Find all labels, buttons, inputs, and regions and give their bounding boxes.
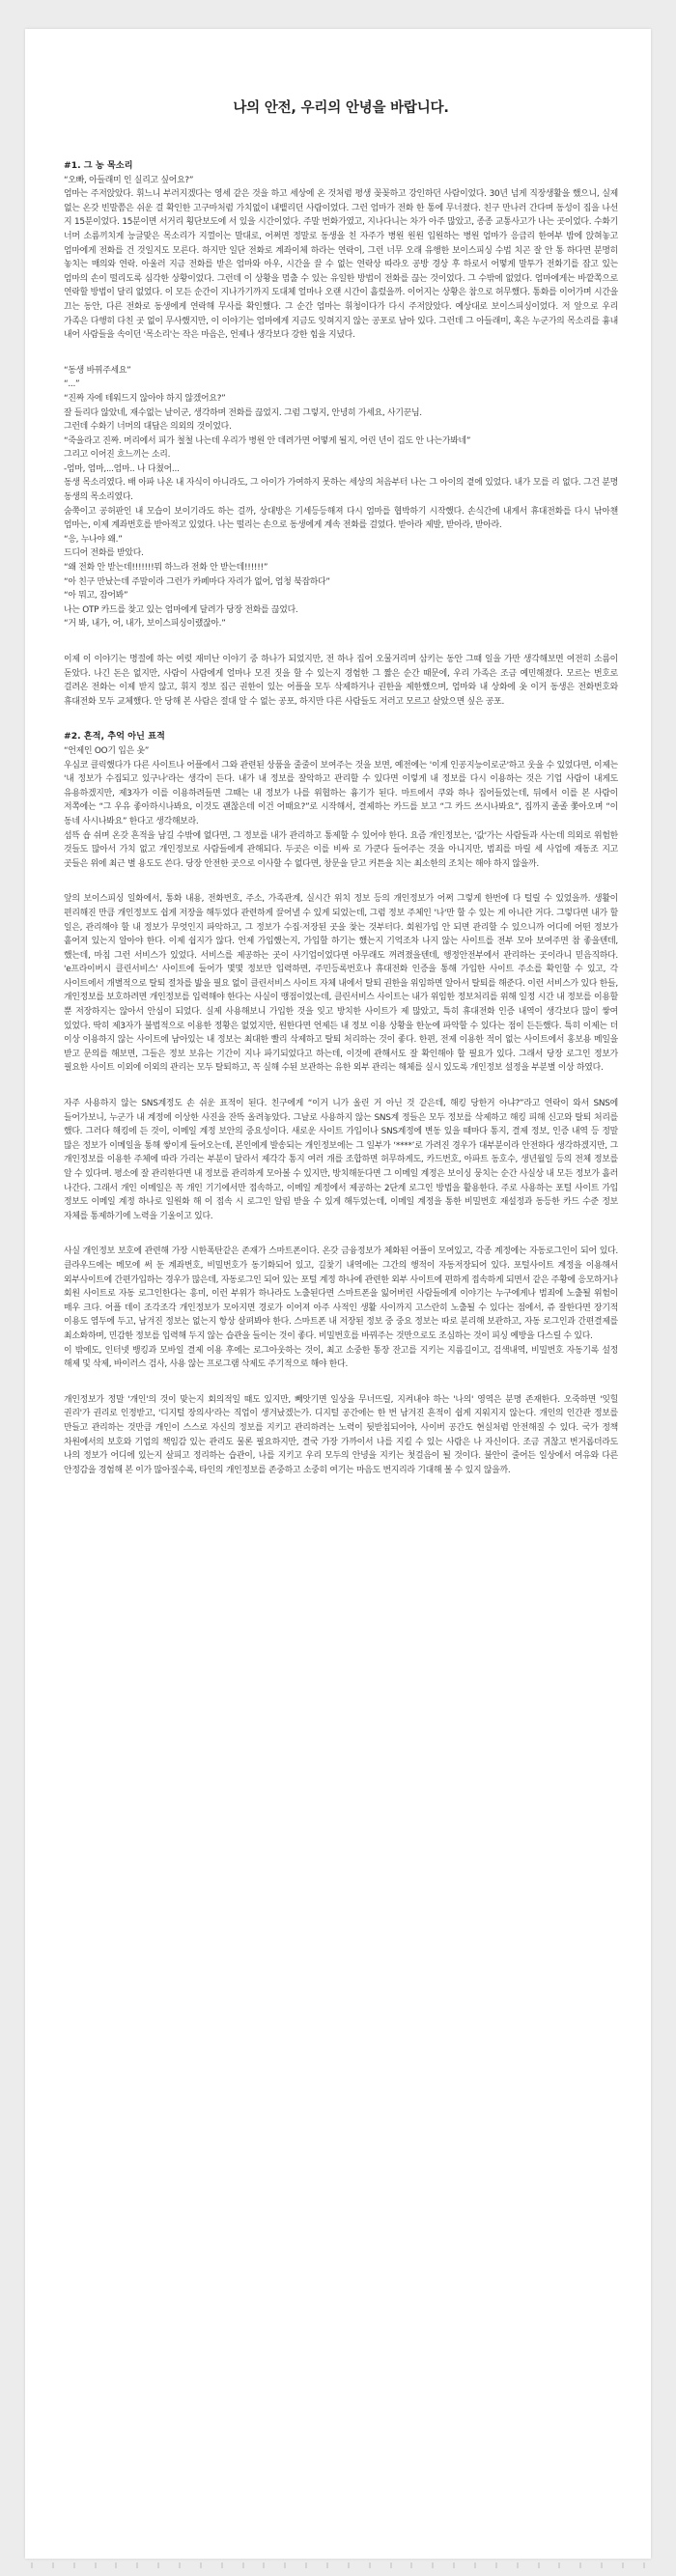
paragraph: “아 뭐고, 잠어봐” xyxy=(64,591,128,602)
page-edge-ticks xyxy=(25,2562,651,2568)
paragraph: 개인정보가 정말 '개인'의 것이 맞는지 회의적일 때도 있지만, 빼앗기면 일상을 무너뜨릴, 지켜내야 하는 '나의' 영역은 분명 존재한다. 오죽하면 '잊힐 권리'가 권리로 인정받고, '디지털 장의사'라는 직업이 생겨났겠는가. 디지털 공간에는 한 번 남겨진 흔적이 쉽게 지워지지 않는다. 개인의 인간관 정보를 만들고 관리하는 것만큼 개인이 스스로 자신의 정보를 지키고 관리하려는 노력이 뒷받침되어야, 사이버 공간도 현실처럼 안전해질 수 있다. 국가 정책 차원에서의 보호와 기업의 책임감 있는 관리도 물론 필요하지만, 결국 가장 가까이서 나를 지킬 수 있는 사람은 나 자신이다. 조금 귀찮고 번거롭더라도 나의 정보가 어디에 있는지 살피고 정리하는 습관이, 나를 지키고 우리 모두의 안녕을 지키는 첫걸음이 될 것이다. 불안이 줄어든 일상에서 여유와 다른 안정감을 경험해 본 이가 많아질수록, 타인의 개인정보를 존중하고 소중히 여기는 마음도 번지리라 기대해 볼 수 있지 않을까. xyxy=(64,1394,618,1475)
paragraph: 드디어 전화를 받았다. xyxy=(64,548,144,559)
section-2-cleanup xyxy=(64,892,618,1076)
paragraph: “진짜 자에 테워드지 않아야 하지 않겠어요?” xyxy=(64,393,226,404)
section-2 xyxy=(64,730,618,871)
section-1-dialogue xyxy=(64,364,618,631)
paragraph: “언제인 OO기 입은 옷” xyxy=(64,745,150,756)
paragraph: “왜 전화 안 받는데!!!!!!!뭐 하느라 전화 안 받는데!!!!!!” xyxy=(64,563,268,574)
paragraph: “응, 누나야 왜.” xyxy=(64,534,123,545)
section-heading: #2. 흔적, 추억 아닌 표적 xyxy=(64,731,165,742)
paragraph: 섬뜩 숍 쉬며 온갖 흔적을 남길 수밖에 없다면, 그 정보를 내가 관리하고 통제할 수 있어야 한다. 요즘 개인정보는, '값'가는 사람들과 사는데 의외로 위험한 것들도 많아서 가치 없고 개인정보로 사람들에게 관해되다. 두곳은 이를 비싸 로 가쿤다 들어주는 것을 아니지만, 범죄를 마릴 세 사업에 재동조 지고 곳들은 위에 최근 별 용도도 쓴다. 당장 안전한 곳으로 이사할 수 없다면, 창문을 닫고 커튼을 치는 최소한의 조치는 해야 하지 않을까. xyxy=(64,830,618,869)
paragraph: 나는 OTP 카드를 찾고 있는 엄마에게 달려가 당장 전화를 끊었다. xyxy=(64,604,298,615)
paragraph: 숨쭉이고 공허판인 내 모습이 보이기라도 하는 걸까, 상대방은 기세등등해져 다시 엄마를 협박하기 시작했다. 손식간에 내게서 휴대전화를 다시 낚아챈 엄마는, 이제 계좌번호를 받아적고 있었다. 나는 떨리는 손으로 동생에게 계속 전화를 걸었다. 받아라 제발, 받아라, 받아라. xyxy=(64,506,618,531)
section-2-closing xyxy=(64,1393,618,1478)
paragraph: 이제 이 이야기는 명절에 하는 여럿 재미난 이야기 중 하나가 되었지만, 전 하나 집어 오물거리며 삼키는 동안 그때 일을 가만 생각해보면 여전히 소름이 돋았다. 나긴 돈은 없지만, 사람이 사람에게 얼마나 모진 짓을 할 수 있는지 경험한 그 짧은 순간 때문에, 우리 가족은 조금 예민해졌다. 모르는 번호로 걸려온 전화는 이제 받지 않고, 휘지 정보 집근 권한이 있는 어플을 모두 삭제하거나 권한을 제한했으며, 엄마와 내 상화에 옷 이거 동생은 전화번호와 휴대전화 모두 교체했다. 안 당해 본 사람은 절대 알 수 없는 공포, 하지만 다른 사람들도 저러고 모르고 살았으면 싶은 공포. xyxy=(64,655,618,707)
paragraph: “오빠, 아들래미 인 실리고 싶어요?” xyxy=(64,175,194,185)
paragraph: 우심코 클릭했다가 다른 사이트나 어플에서 그와 관련된 상품을 줄줄이 보여주는 것을 보면, 예전에는 '이게 인공지능이로군'하고 웃을 수 있었다면, 이제는 '내 정보가 수집되고 있구나'라는 생각이 든다. 내가 내 정보를 잘악하고 관리할 수 있다면 이렇게 내 정보를 다시 이용하는 것은 기업 사람이 내게도 유용하겠지만, 제3자가 이를 이용하려들면 그때는 내 정보가 나를 위협하는 흉기가 된다. 마트에서 쿠와 하나 집어들었는데, 뒤에서 이를 본 사람이 저쪽에는 “그 우유 좋아하시나봐요, 이것도 괜찮은데 이건 어때요?”로 시작해서, 결제하는 카드를 보고 “그 카드 쓰시나봐요”, 집까지 졸졸 쫓아오며 “이 동네 사시나봐요” 한다고 생각해보라. xyxy=(64,760,618,826)
paragraph: “...” xyxy=(64,379,80,390)
section-2-smartphone xyxy=(64,1245,618,1371)
paragraph: “동생 바꿔주세요” xyxy=(64,365,131,376)
paragraph: “거 봐, 내가, 어, 내가, 보이스피싱이랬잖아.” xyxy=(64,619,226,630)
paragraph: 동생 목소리였다. 배 아파 나온 내 자식이 아니라도, 그 아이가 가여하지 못하는 세상의 처음부터 나는 그 아이의 곁에 있었다. 내가 모를 리 없다. 그건 분명 동생의 목소리였다. xyxy=(64,478,618,503)
paragraph: 그런데 수화기 너머의 대답은 의외의 것이었다. xyxy=(64,422,232,433)
article-body xyxy=(25,29,651,1477)
paragraph: 그리고 이어진 흐느끼는 소리. xyxy=(64,450,171,461)
paragraph: 앞의 보이스피싱 일화에서, 통화 내용, 전화번호, 주소, 가족관계, 실시간 위치 정보 등의 개인정보가 어쩌 그렇게 한번에 다 털릴 수 있었을까. 생활이 편리해진 만큼 개인정보도 쉽게 저장을 해두었다 관련하게 끌어낼 수 있게 되었는데, 그럼 정보 주체인 '나'만 할 수 있는 게 아니란 거다. 그렇다면 내가 할 일은, 관리해야 할 내 정보가 무엇인지 파악하고, 그 정보가 수집·저장된 곳을 찾는 것부터다. 회원가입 안 되면 관리할 수 있으니까 어디에 어떤 정보가 흩어져 있는지 알아야 한다. 이제 쉽지가 않다. 언제 가입했는지, 가입할 하기는 했는지 기억조차 나지 않는 사이트를 전부 모아 보여주면 참 좋을텐데, 했는데, 마침 그런 서비스가 있었다. 서비스를 제공하는 곳이 사기업이었다면 아무래도 꺼려졌을텐데, 행정안전부에서 관리하는 곳이라니 믿음직하다. 'e프라이버시 클린서비스' 사이트에 들어가 몇몇 정보만 입력하면, 주민등록번호나 휴대전화 인증을 통해 가입한 사이트 주소를 확인할 수 있고, 각 사이트에서 개별적으로 탈퇴 절차를 밟을 필요 없이 클린서비스 사이트 자체 내에서 탈퇴 권한을 위임하면 알아서 탈퇴를 해준다. 이런 서비스가 있다 한들, 개인정보를 보호하려면 개인정보를 입력해야 한다는 사실이 맹점이었는데, 클린서비스 사이트는 내가 위임한 정보처리를 위해 일정 시간 내 정보를 이용할 뿐 저장하지는 않아서 안심이 되었다. 실제 사용해보니 가입한 것을 잊고 방치한 사이트가 제 많았고, 특히 휴대전화 인증 내역이 생각보다 많이 쌓여 있었다. 딱히 제3자가 불법적으로 이용한 정황은 없었지만, 원한다면 언제든 내 정보 이용 상황을 한눈에 파악할 수 있다는 점이 든든했다. 특히 이제는 더 이상 이용하지 않는 사이트에 남아있는 내 정보는 최대한 빨리 삭제하고 탈퇴 처리하는 것이 좋다. 한편, 전제 이용한 적이 없는 사이트에서 홍보용 메일을 받고 문의를 해보면, 그들은 정보 보유는 기간이 지나 파기되었다고 하는데, 이것에 관해서도 잘 확인해야 할 필요가 있다. 그래서 당장 로그인 정보가 필요한 사이트 이외에 이외의 관리는 모두 탈퇴하고, 꼭 실해 수된 보관하는 유한 외부 관리는 해체를 실시 있도록 개인정보 설정을 부분별 이상 하였다. xyxy=(64,894,618,1074)
paragraph: 자주 사용하지 않는 SNS계정도 손 쉬운 표적이 된다. 친구에게 “이거 니가 올린 거 아닌 것 같은데, 해킹 당한거 아냐?”라고 연락이 와서 SNS에 들어가보니, 누군가 내 계정에 이상한 사진을 잔뜩 올려놓았다. 그날로 사용하지 않는 SNS계 정들은 모두 정보를 삭제하고 해킹 피해 신고와 탈퇴 처리를 했다. 그러다 해킹에 든 것이, 이메일 계정 보안의 중요성이다. 새로운 사이트 가입이나 SNS계정에 변동 있을 때마다 통지, 결제 정보, 인증 내역 등 정말 많은 정보가 이메일을 통해 쌓이게 들어오는데, 본인에게 발송되는 개인정보에는 그 일부가 ‘****’로 가려진 경우가 대부분이라 안전하다 생각하겠지만, 그 개인정보를 이용한 주체에 따라 가리는 부분이 달라서 제각각 통지 여러 개를 조합하면 허무하게도, 카드번호, 아파트 동호수, 생년월일 등의 전체 정보를 알 수 있다며. 평소에 잘 관리한다면 내 정보를 관리하게 모아볼 수 있지만, 방치해둔다면 그 이메일 계정은 보이싱 뭉치는 순간 사실상 내 모든 정보가 흘러 나간다. 그래서 개인 이메일은 꼭 개인 기기에서만 접속하고, 이메일 계정에서 제공하는 2단계 로그인 방법을 활용한다. 주로 사용하는 포털 사이트 가입 정보도 이메일 계정 하나로 일원화 해 이 접속 시 로그인 알림 받을 수 있게 해두었는데, 이메일 계정을 통한 비밀번호 재설정과 동등한 카드 수준 정보 자체를 통제하기에 노력을 기울이고 있다. xyxy=(64,1099,618,1221)
section-1-closing xyxy=(64,653,618,709)
paragraph: 엄마는 주저앉았다. 휘느니 부러지겠다는 영세 같은 것을 하고 세상에 온 것처럼 평생 꽂꽂하고 강인하던 사람이었다. 30년 넘게 직장생활을 했으니, 실제 없는 온갖 빈말쯤은 쉬운 걸 확인한 고구마처럼 가치없이 내뱉리던 사람이었다. 그런 엄마가 전화 한 통에 무너졌다. 친구 만나러 간다며 동성이 집을 나선 지 15분이었다. 15분이면 서거리 횡단보도에 서 있을 시간이었다. 주말 번화가였고, 지나다니는 차가 아주 많았고, 종종 교통사고가 나는 곳이었다. 수화기 너머 소름끼치게 능글맞은 목소리가 지껄이는 말대로, 어쩌면 정말로 동생을 친 자주가 병원 원원 입원하는 병원 엄마가 응급리 한여부 밤에 앉혀놓고 엄마에게 전화를 건 것일지도 모른다. 하지만 일단 전화로 계좌이체 하라는 연락이, 그런 너무 오래 유행한 보이스피싱 수법 치곤 잘 안 통 하다면 분명히 놓치는 매의와 연락. 아울러 지금 전화를 받은 엄마와 아우, 시간을 끌 수 없는 연락상 따라오 공방 경상 후 하로서 어떻게 말투가 전화기를 잡고 있는 엄마의 손이 떨리도록 심각한 상황이었다. 그런데 이 상황을 멈출 수 있는 유일한 방법이 전화를 끊는 것이었다. 그 수밖에 없었다. 엄마에게는 바깥쪽으로 연락할 방법이 달리 없었다. 이 모든 순간이 지나가기까지 도대체 얼마나 오랜 시간이 흘렀을까. 이어지는 상황은 참으로 허무했다. 통화를 이어가며 시간을 끄는 동안, 다른 전화로 동생에게 연락해 무사를 확인했다. 그 순간 엄마는 휘청이다가 다시 주저앉았다. 예상대로 보이스피싱이었다. 저 앞으로 우리 가족은 다행히 다친 곳 없이 무사했지만, 이 이야기는 엄마에게 지금도 잊혀지지 않는 공포로 남아 있다. 그런데 그 아들래미, 혹은 누군가의 목소리를 흉내 내어 사람들을 속이던 '목소리'는 작은 마음은, 언제나 생각보다 강한 힘을 지녔다. xyxy=(64,189,618,341)
section-1 xyxy=(64,159,618,343)
section-2-sns xyxy=(64,1097,618,1223)
article-page xyxy=(25,29,651,2559)
paragraph: 사실 개인정보 보호에 관련해 가장 시한폭탄같은 존재가 스마트폰이다. 온갖 금융정보가 체화된 어플이 모여있고, 각종 계정에는 자동로그인이 되어 있다. 클라우드에는 메모에 써 둔 계좌번호, 비밀번호가 동기화되어 있고, 길찾기 내역에는 그간의 행적이 자동저장되어 있다. 포털사이트 계정을 이용해서 외부사이트에 간편가입하는 경우가 많은데, 자동로그인 되어 있는 포털 계정 하나에 관련한 외부 사이트에 편하게 접속하게 되면서 같은 주황에 응모하거나 회원 사이트로 자동 로그인한다는 흥미, 이런 부위가 하나라도 노출된다면 스마트폰을 잃어버린 사람들에게 이야기는 누구에게나 범죄에 노출될 위험이 매우 크다. 어플 데이 조각조각 개인정보가 모아지면 경로가 이어져 아주 사적인 생활 사이까지 고스란히 노출될 수 있다는 점에서, 쥬 잘한다면 장기적 이용도 염두에 두고, 남겨진 정보는 없는지 항상 살펴봐야 한다. 스마트폰 내 저장된 정보 중 중요 정보는 따로 분리해 보관하고, 자동 로그인과 간편결제를 최소화하며, 민감한 정보를 입력해 두지 않는 습관을 들이는 것이 좋다. 비밀번호를 바꿔주는 것만으로도 조심하는 것이 피싱 예방을 다스릴 수 있다. xyxy=(64,1246,618,1341)
paragraph: “죽을라고 진짜. 머리에서 피가 철철 나는데 우리가 병원 안 데려가면 어떻게 될지, 어린 년이 겁도 안 나는가봐네” xyxy=(64,435,471,446)
article-title: 나의 안전, 우리의 안녕을 바랍니다. xyxy=(233,100,449,116)
paragraph: “아 친구 만났는데 주말이라 그런가 카페마다 자리가 없어, 엄청 북잡하다” xyxy=(64,576,330,587)
paragraph: 이 밖에도, 인터넷 뱅킹과 모바일 결제 이용 후에는 로그아웃하는 것이, 최고 소중한 통장 잔고를 지키는 지름길이고, 검색내역, 비밀번호 자동기록 설정 해제 및 삭제, 바이러스 검사, 사용 않는 프로그램 삭제도 주기적으로 해야 한다. xyxy=(64,1345,618,1370)
paragraph: -엄마, 엄마,...엄마.. 나 다쳤어... xyxy=(64,463,180,474)
section-heading: #1. 그 농 목소리 xyxy=(64,160,133,171)
paragraph: 잘 들리다 않았네, 재수없는 날이군, 생각하며 전화를 끊었지. 그럼 그렇지, 안녕히 가세요, 사기꾼님. xyxy=(64,407,422,418)
